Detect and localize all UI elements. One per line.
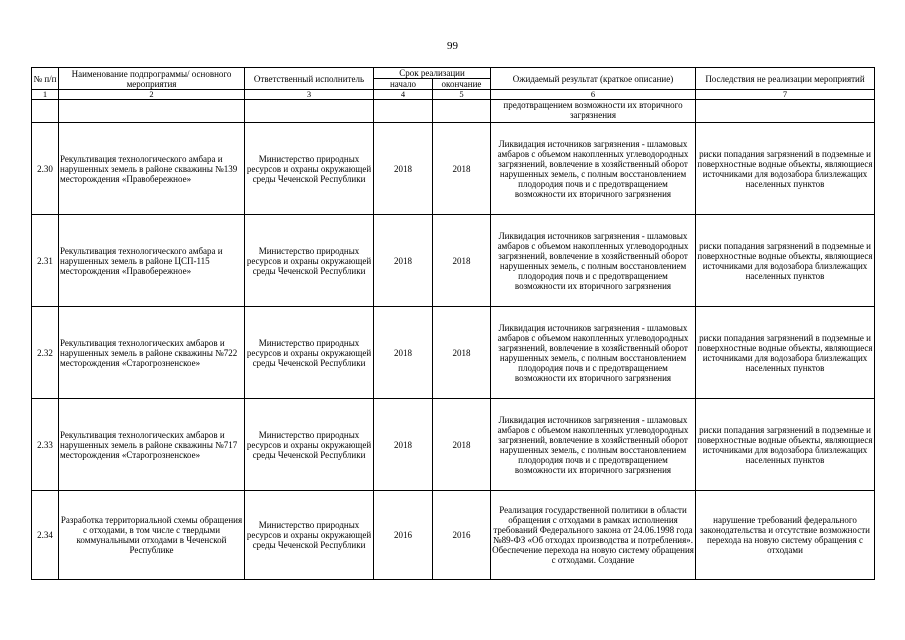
header-responsible: Ответственный исполнитель: [245, 68, 374, 90]
row-result: Реализация государственной политики в области обращения с отходами в рамках исполнения требований Федерального закона от 24.06.1998 года №89-ФЗ «Об отходах производства и потребления». Обеспечение перехода на новую систему обращения с отходами. Создание: [491, 491, 696, 580]
table-row: [32, 215, 875, 307]
row-name: Разработка территориальной схемы обращения с отходами, в том числе с твердыми коммунальными отходами в Чеченской Республике: [59, 491, 245, 580]
row-num: 2.34: [32, 491, 59, 580]
row-end: 2018: [433, 215, 491, 307]
row-responsible: Министерство природных ресурсов и охраны окружающей среды Чеченской Республики: [245, 123, 374, 215]
row-end: 2018: [433, 123, 491, 215]
col-number: 1: [32, 90, 59, 100]
row-name: Рекультивация технологических амбаров и нарушенных земель в районе скважины №722 месторождения «Старогрозненское»: [59, 307, 245, 399]
row-num: 2.32: [32, 307, 59, 399]
row-num: 2.30: [32, 123, 59, 215]
row-start: 2016: [374, 491, 433, 580]
col-number: 5: [433, 90, 491, 100]
col-number: 2: [59, 90, 245, 100]
header-end: окончание: [433, 79, 491, 90]
page-number: 99: [447, 40, 458, 52]
row-consequences: риски попадания загрязнений в подземные и поверхностные водные объекты, являющиеся источниками для водозабора близлежащих населенных пунктов: [696, 123, 875, 215]
row-end: 2018: [433, 399, 491, 491]
row-responsible: Министерство природных ресурсов и охраны окружающей среды Чеченской Республики: [245, 215, 374, 307]
col-number: 3: [245, 90, 374, 100]
row-end: 2016: [433, 491, 491, 580]
row-start: 2018: [374, 399, 433, 491]
row-consequences: нарушение требований федерального законодательства и отсутствие возможности перехода на новую систему обращения с отходами: [696, 491, 875, 580]
continuation-row: [32, 100, 875, 123]
header-start: начало: [374, 79, 433, 90]
row-result: Ликвидация источников загрязнения - шламовых амбаров с объемом накопленных углеводородных загрязнений, вовлечение в хозяйственный оборот нарушенных земель, с полным восстановлением плодородия почв и с предотвращением возможности их вторичного загрязнения: [491, 307, 696, 399]
header-num: № п/п: [32, 68, 59, 90]
row-num: 2.31: [32, 215, 59, 307]
row-consequences: риски попадания загрязнений в подземные и поверхностные водные объекты, являющиеся источниками для водозабора близлежащих населенных пунктов: [696, 399, 875, 491]
table-row: [32, 123, 875, 215]
table-row: [32, 491, 875, 580]
table-row: [32, 307, 875, 399]
col-number: 6: [491, 90, 696, 100]
col-number: 7: [696, 90, 875, 100]
row-result: Ликвидация источников загрязнения - шламовых амбаров с объемом накопленных углеводородных загрязнений, вовлечение в хозяйственный оборот нарушенных земель, с полным восстановлением плодородия почв и с предотвращением возможности их вторичного загрязнения: [491, 215, 696, 307]
header-consequences: Последствия не реализации мероприятий: [696, 68, 875, 90]
row-name: Рекультивация технологического амбара и нарушенных земель в районе ЦСП-115 месторождения «Правобережное»: [59, 215, 245, 307]
row-responsible: Министерство природных ресурсов и охраны окружающей среды Чеченской Республики: [245, 307, 374, 399]
header-result: Ожидаемый результат (краткое описание): [491, 68, 696, 90]
row-start: 2018: [374, 215, 433, 307]
col-number: 4: [374, 90, 433, 100]
row-responsible: Министерство природных ресурсов и охраны окружающей среды Чеченской Республики: [245, 399, 374, 491]
table-row: [32, 399, 875, 491]
continuation-result: предотвращением возможности их вторичного загрязнения: [491, 100, 696, 123]
row-start: 2018: [374, 307, 433, 399]
row-end: 2018: [433, 307, 491, 399]
header-name: Наименование подпрограммы/ основного мероприятия: [59, 68, 245, 90]
row-consequences: риски попадания загрязнений в подземные и поверхностные водные объекты, являющиеся источниками для водозабора близлежащих населенных пунктов: [696, 215, 875, 307]
row-result: Ликвидация источников загрязнения - шламовых амбаров с объемом накопленных углеводородных загрязнений, вовлечение в хозяйственный оборот нарушенных земель, с полным восстановлением плодородия почв и с предотвращением возможности их вторичного загрязнения: [491, 123, 696, 215]
row-consequences: риски попадания загрязнений в подземные и поверхностные водные объекты, являющиеся источниками для водозабора близлежащих населенных пунктов: [696, 307, 875, 399]
header-period: Срок реализации: [374, 68, 491, 79]
column-numbers-row: [32, 90, 875, 100]
row-num: 2.33: [32, 399, 59, 491]
header-row-1: [32, 68, 875, 79]
row-result: Ликвидация источников загрязнения - шламовых амбаров с объемом накопленных углеводородных загрязнений, вовлечение в хозяйственный оборот нарушенных земель, с полным восстановлением плодородия почв и с предотвращением возможности их вторичного загрязнения: [491, 399, 696, 491]
program-table: [31, 67, 875, 580]
row-name: Рекультивация технологических амбаров и нарушенных земель в районе скважины №717 месторождения «Старогрозненское»: [59, 399, 245, 491]
row-start: 2018: [374, 123, 433, 215]
row-responsible: Министерство природных ресурсов и охраны окружающей среды Чеченской Республики: [245, 491, 374, 580]
row-name: Рекультивация технологического амбара и нарушенных земель в районе скважины №139 месторождения «Правобережное»: [59, 123, 245, 215]
